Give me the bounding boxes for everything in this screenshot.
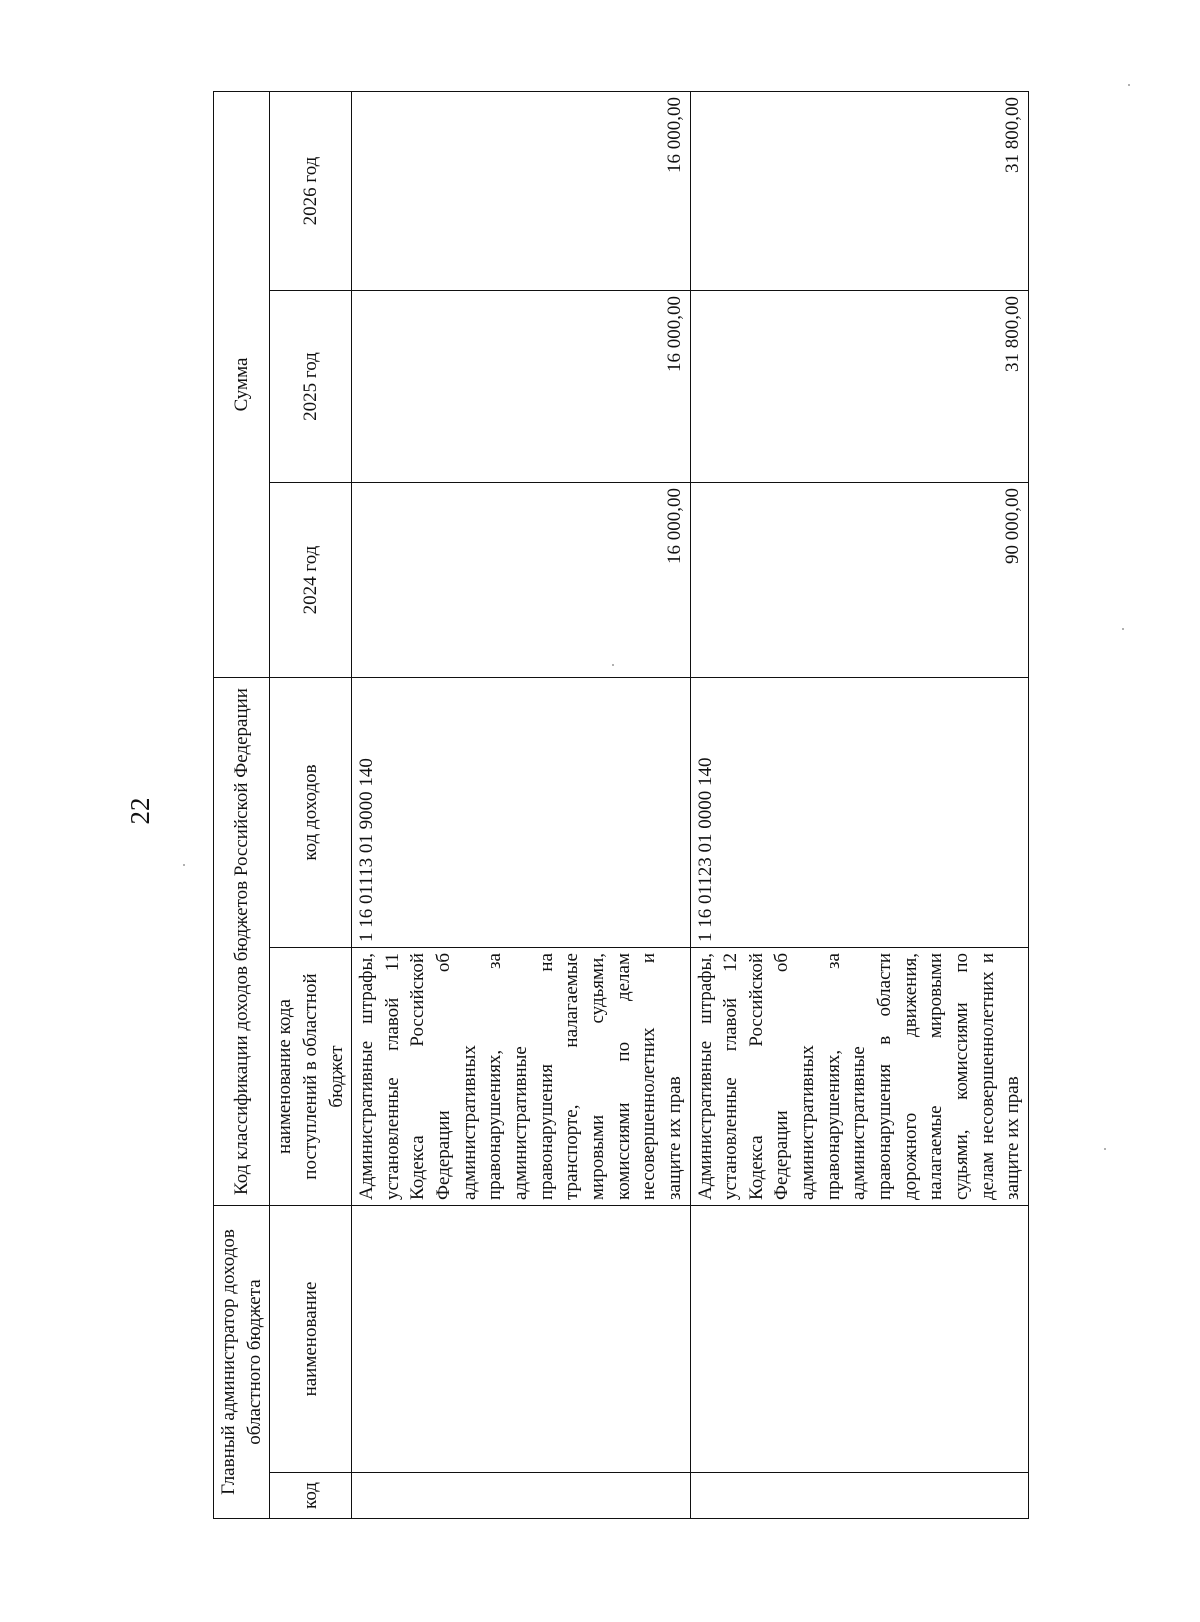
row-admin-name bbox=[352, 1206, 690, 1473]
header-classification-group: Код классификации доходов бюджетов Российской Федерации bbox=[214, 678, 270, 1206]
header-year-2024: 2024 год bbox=[270, 483, 352, 678]
scan-speck bbox=[183, 864, 185, 866]
row-amount-2025: 16 000,00 bbox=[352, 291, 690, 483]
row-amount-2026: 16 000,00 bbox=[352, 91, 690, 290]
scan-speck bbox=[1122, 628, 1124, 630]
row-income-name: Административные штрафы, установленные главой 12 Кодекса Российской Федерации об административных правонарушениях, за административные правонарушения в области дорожного движения, налагаемые мировыми судьями, комиссиями по делам несовершеннолетних и защите их прав bbox=[690, 948, 1028, 1206]
scan-speck bbox=[1128, 84, 1130, 86]
table-row bbox=[690, 91, 1028, 1518]
scan-speck bbox=[612, 664, 614, 666]
header-sum-group: Сумма bbox=[214, 91, 270, 677]
rotated-table-wrapper bbox=[213, 92, 1024, 1519]
row-income-code: 1 16 01113 01 9000 140 bbox=[352, 678, 690, 948]
header-year-2025: 2025 год bbox=[270, 291, 352, 483]
row-admin-code bbox=[690, 1473, 1028, 1519]
row-income-code: 1 16 01123 01 0000 140 bbox=[690, 678, 1028, 948]
row-amount-2025: 31 800,00 bbox=[690, 291, 1028, 483]
row-admin-code bbox=[352, 1473, 690, 1519]
table-frame bbox=[213, 92, 1024, 1519]
header-year-2026: 2026 год bbox=[270, 91, 352, 290]
header-admin-code: код bbox=[270, 1473, 352, 1519]
row-amount-2026: 31 800,00 bbox=[690, 91, 1028, 290]
header-admin-group: Главный администратор доходов областного бюджета bbox=[214, 1206, 270, 1519]
header-admin-name: наименование bbox=[270, 1206, 352, 1473]
table-row bbox=[352, 91, 690, 1518]
row-admin-name bbox=[690, 1206, 1028, 1473]
row-amount-2024: 90 000,00 bbox=[690, 483, 1028, 678]
budget-income-table bbox=[213, 91, 1029, 1519]
page-number: 22 bbox=[124, 797, 155, 825]
row-amount-2024: 16 000,00 bbox=[352, 483, 690, 678]
scan-speck bbox=[1104, 1148, 1106, 1150]
row-income-name: Административные штрафы, установленные главой 11 Кодекса Российской Федерации об административных правонарушениях, за административные правонарушения на транспорте, налагаемые мировыми судьями, комиссиями по делам несовершеннолетних и защите их прав bbox=[352, 948, 690, 1206]
header-income-name: наименование кода поступлений в областной бюджет bbox=[270, 948, 352, 1206]
header-income-code: код доходов bbox=[270, 678, 352, 948]
